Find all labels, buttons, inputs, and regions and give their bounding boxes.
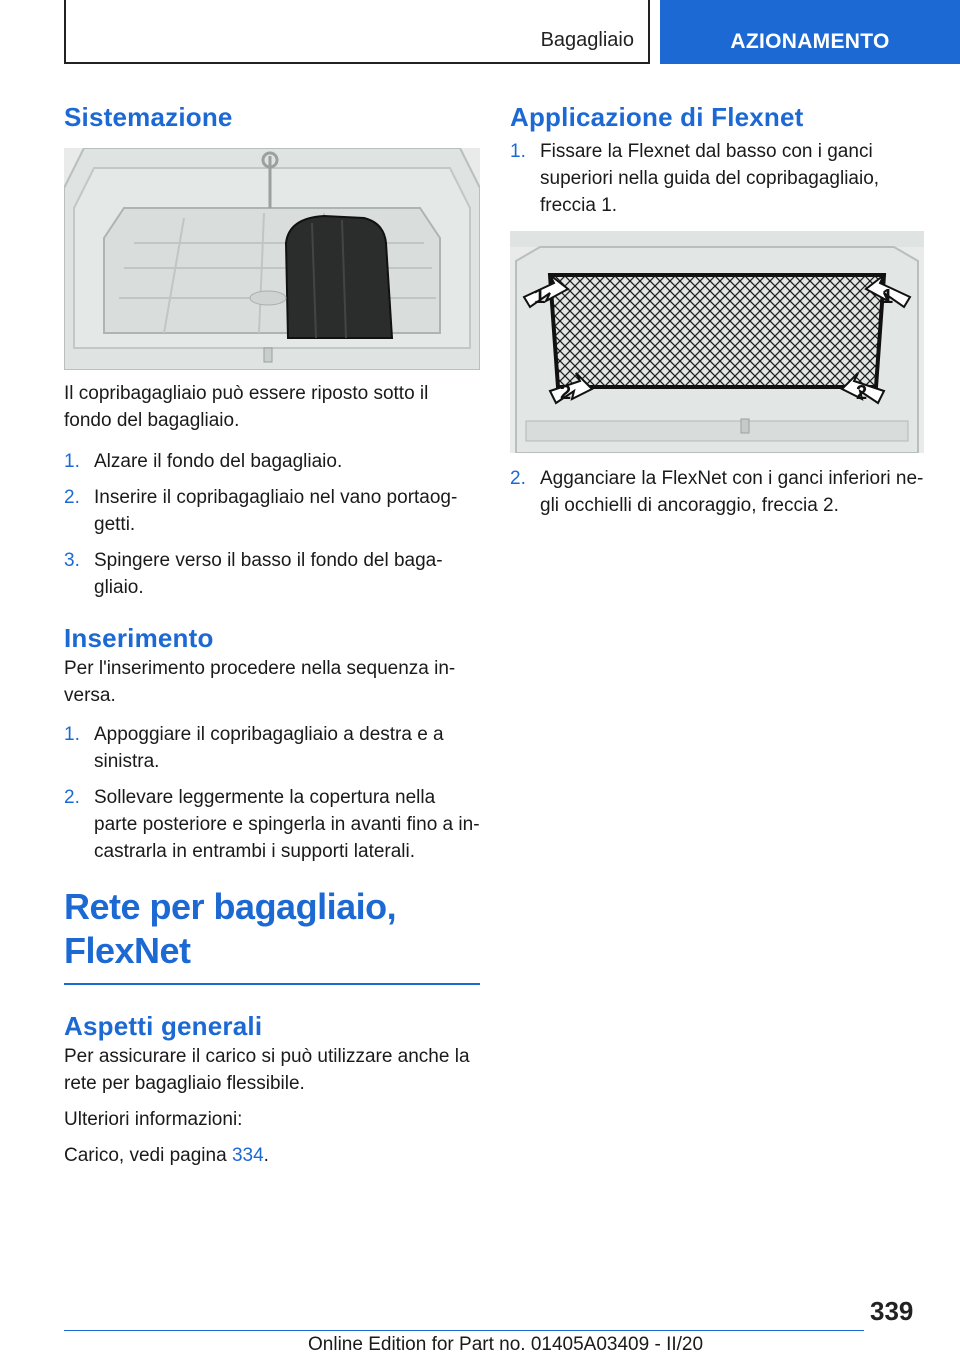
intro-paragraph: Il copribagagliaio può essere riposto sotto il fondo del bagagliaio. [64, 383, 429, 431]
steps-list-sistemazione [64, 448, 480, 601]
list-item: 2. Sollevare leggermente la copertura nella parte posteriore e spingerla in avanti fino a incastrarla in entrambi i supporti laterali. [64, 787, 480, 862]
list-item: 2. Inserire il copribagagliaio nel vano portaoggetti. [64, 487, 458, 535]
footer-edition: Online Edition for Part no. 01405A03409 - II/20 [308, 1334, 704, 1355]
chapter-title: AZIONAMENTO [730, 30, 890, 53]
list-item: 1. Appoggiare il copribagagliaio a destra e a sinistra. [64, 724, 444, 772]
svg-text:2: 2 [560, 382, 572, 404]
steps-list-applicazione-1 [510, 138, 924, 219]
aspetti-paragraph: Per assicurare il carico si può utilizzare anche la rete per bagagliaio flessibile. [64, 1046, 470, 1094]
chapter-tab [660, 0, 960, 64]
list-item: 1. Fissare la Flexnet dal basso con i ganci superiori nella guida del copribagagliaio, freccia 1. [510, 141, 880, 216]
flexnet-illustration [510, 231, 924, 453]
inserimento-paragraph: Per l'inserimento procedere nella sequenza inversa. [64, 658, 456, 706]
footer-rule [64, 1330, 864, 1331]
heading-aspetti-generali: Aspetti generali [64, 1011, 263, 1041]
svg-text:1: 1 [534, 286, 546, 308]
list-item: 2. Agganciare la FlexNet con i ganci inferiori negli occhielli di ancoraggio, freccia 2. [510, 468, 924, 516]
trunk-image [64, 148, 480, 370]
list-item: 1. Alzare il fondo del bagagliaio. [64, 451, 343, 472]
trunk-illustration [64, 148, 480, 370]
svg-text:2: 2 [856, 382, 868, 404]
heading-rule [64, 983, 480, 985]
steps-list-inserimento [64, 721, 480, 865]
svg-text:1: 1 [882, 286, 894, 308]
heading-inserimento: Inserimento [64, 623, 214, 653]
list-item: 3. Spingere verso il basso il fondo del bagagliaio. [64, 550, 443, 598]
carico-reference: Carico, vedi pagina 334. [64, 1145, 269, 1166]
header-frame [64, 0, 650, 64]
right-column [510, 100, 924, 528]
flexnet-image [510, 231, 924, 453]
steps-list-applicazione-2 [510, 465, 924, 519]
page-link-334[interactable]: 334 [231, 1145, 264, 1166]
heading-rete-bagagliaio: Rete per bagagliaio, FlexNet [64, 886, 397, 971]
heading-applicazione: Applicazione di Flexnet [510, 102, 804, 132]
left-column [64, 100, 480, 1169]
ulteriori-paragraph: Ulteriori informazioni: [64, 1109, 243, 1130]
page-number: 339 [870, 1296, 914, 1326]
section-title: Bagagliaio [540, 29, 634, 51]
heading-sistemazione: Sistemazione [64, 102, 233, 132]
